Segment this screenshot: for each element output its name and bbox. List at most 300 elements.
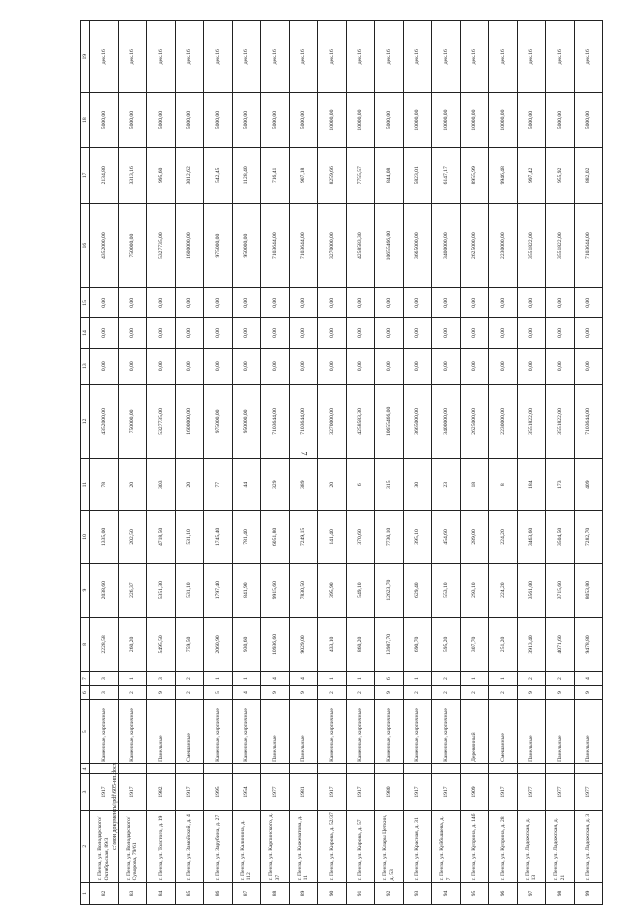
regional-cost-cell: 2625000,00 (460, 203, 489, 287)
wall-material-cell: Смешанные (489, 700, 518, 764)
table-row (574, 21, 603, 905)
residents-cell: 44 (232, 459, 261, 511)
wall-material-cell: Каменные, кирпичные (118, 700, 147, 764)
entrances-cell: 4 (261, 672, 290, 686)
regional-cost-cell: 3551822,00 (517, 203, 546, 287)
year-built-cell: 1977 (261, 774, 290, 810)
fund-cost-cell: 0,00 (261, 348, 290, 384)
table-row (489, 21, 518, 905)
budget-cost-cell: 0,00 (574, 318, 603, 348)
regional-cost-cell: 4258583,30 (346, 203, 375, 287)
row-number-cell: 93 (403, 882, 432, 904)
table-row (147, 21, 176, 905)
row-number-cell: 82 (90, 882, 119, 904)
column-header: 14 (81, 318, 90, 348)
regional-cost-cell: 10655466,00 (375, 203, 404, 287)
col-4-cell (118, 764, 147, 774)
budget-cost-cell: 0,00 (318, 318, 347, 348)
floors-cell: 2 (460, 686, 489, 700)
floors-cell: 2 (489, 686, 518, 700)
total-area-cell: 260,20 (118, 617, 147, 671)
table-row (375, 21, 404, 905)
regional-cost-cell: 5327735,00 (147, 203, 176, 287)
regional-cost-cell: 7103644,00 (574, 203, 603, 287)
owners-cost-cell: 0,00 (403, 288, 432, 318)
limit-per-m2-cell: 5000,00 (175, 93, 204, 147)
floors-cell: 2 (175, 686, 204, 700)
total-cost-cell: 7103644,00 (289, 384, 318, 458)
residents-cell: 303 (147, 459, 176, 511)
budget-cost-cell: 0,00 (175, 318, 204, 348)
fund-cost-cell: 0,00 (346, 348, 375, 384)
table-body (90, 21, 603, 905)
cost-per-m2-cell: 6147,17 (432, 147, 461, 203)
living-area-cell: 3561,00 (517, 563, 546, 617)
total-area-cell: 759,50 (175, 617, 204, 671)
column-header: 13 (81, 348, 90, 384)
cost-per-m2-cell: 3313,16 (118, 147, 147, 203)
floors-cell: 9 (289, 686, 318, 700)
budget-cost-cell: 0,00 (460, 318, 489, 348)
floors-cell: 9 (261, 686, 290, 700)
fund-cost-cell: 0,00 (90, 348, 119, 384)
private-area-cell: 1335,00 (90, 511, 119, 563)
total-area-cell: 690,70 (403, 617, 432, 671)
table-row (460, 21, 489, 905)
private-area-cell: 7249,15 (289, 511, 318, 563)
year-built-cell: 1995 (204, 774, 233, 810)
budget-cost-cell: 0,00 (546, 318, 575, 348)
col-4-cell (261, 764, 290, 774)
fund-cost-cell: 0,00 (460, 348, 489, 384)
budget-cost-cell: 0,00 (403, 318, 432, 348)
living-area-cell: 531,10 (175, 563, 204, 617)
regional-cost-cell: 975000,00 (204, 203, 233, 287)
total-area-cell: 3913,40 (517, 617, 546, 671)
budget-cost-cell: 0,00 (346, 318, 375, 348)
wall-material-cell: Каменные, кирпичные (90, 700, 119, 764)
wall-material-cell: Каменные, кирпичные (204, 700, 233, 764)
total-cost-cell: 7103644,00 (261, 384, 290, 458)
limit-per-m2-cell: 5000,00 (517, 93, 546, 147)
column-header: 3 (81, 774, 90, 810)
regional-cost-cell: 1600000,00 (175, 203, 204, 287)
floors-cell: 9 (147, 686, 176, 700)
fund-cost-cell: 0,00 (375, 348, 404, 384)
address-cell: г. Пенза, ул. Красная, д. 31 (403, 810, 432, 882)
cost-per-m2-cell: 7755,57 (346, 147, 375, 203)
col-4-cell (489, 764, 518, 774)
column-header: 16 (81, 203, 90, 287)
private-area-cell: 202,50 (118, 511, 147, 563)
regional-cost-cell: 7103644,00 (261, 203, 290, 287)
living-area-cell: 12623,70 (375, 563, 404, 617)
regional-cost-cell: 7103644,00 (289, 203, 318, 287)
total-area-cell: 5495,50 (147, 617, 176, 671)
private-area-cell: 4718,50 (147, 511, 176, 563)
living-area-cell: 9915,60 (261, 563, 290, 617)
col-4-cell (403, 764, 432, 774)
col-4-cell (517, 764, 546, 774)
living-area-cell: 2038,60 (90, 563, 119, 617)
regional-cost-cell: 2230000,00 (489, 203, 518, 287)
entrances-cell: 2 (546, 672, 575, 686)
residents-cell: 78 (90, 459, 119, 511)
owners-cost-cell: 0,00 (204, 288, 233, 318)
table-row (204, 21, 233, 905)
address-cell: г. Пенза, ул. Кирова, д. 57 (346, 810, 375, 882)
address-cell: г. Пенза, ул. Толстого, д. 19 (147, 810, 176, 882)
private-area-cell: 395,10 (403, 511, 432, 563)
wall-material-cell: Панельные (147, 700, 176, 764)
regional-cost-cell: 3551822,00 (546, 203, 575, 287)
limit-per-m2-cell: 5000,00 (574, 93, 603, 147)
col-4-cell (346, 764, 375, 774)
column-header: 5 (81, 700, 90, 764)
column-header: 12 (81, 384, 90, 458)
col-4-cell (204, 764, 233, 774)
col-4-cell (460, 764, 489, 774)
owners-cost-cell: 0,00 (375, 288, 404, 318)
fund-cost-cell: 0,00 (147, 348, 176, 384)
limit-per-m2-cell: 10000,00 (346, 93, 375, 147)
year-built-cell: 1917 (403, 774, 432, 810)
living-area-cell: 7830,50 (289, 563, 318, 617)
residents-cell: 8 (489, 459, 518, 511)
year-built-cell: 1917 (318, 774, 347, 810)
total-area-cell: 251,20 (489, 617, 518, 671)
deadline-cell: дек.16 (574, 21, 603, 93)
regional-cost-cell: 950000,00 (232, 203, 261, 287)
address-cell: г. Пенза, ул. Кирова, д. 52/37 (318, 810, 347, 882)
entrances-cell: 3 (147, 672, 176, 686)
column-header: 15 (81, 288, 90, 318)
total-cost-cell: 975000,00 (204, 384, 233, 458)
column-header: 4 (81, 764, 90, 774)
living-area-cell: 1797,40 (204, 563, 233, 617)
row-number-cell: 85 (175, 882, 204, 904)
address-cell: г. Пенза, ул. Зарубина, д. 27 (204, 810, 233, 882)
row-number-cell: 87 (232, 882, 261, 904)
table-row (546, 21, 575, 905)
total-area-cell: 9478,80 (574, 617, 603, 671)
entrances-cell: 1 (460, 672, 489, 686)
wall-material-cell: Деревянный (460, 700, 489, 764)
deadline-cell: дек.16 (118, 21, 147, 93)
floors-cell: 9 (375, 686, 404, 700)
year-built-cell: 1980 (375, 774, 404, 810)
deadline-cell: дек.16 (261, 21, 290, 93)
fund-cost-cell: 0,00 (546, 348, 575, 384)
budget-cost-cell: 0,00 (204, 318, 233, 348)
total-cost-cell: 3551822,00 (546, 384, 575, 458)
private-area-cell: 7282,70 (574, 511, 603, 563)
entrances-cell: 2 (432, 672, 461, 686)
budget-cost-cell: 0,00 (261, 318, 290, 348)
page-number: 7 (299, 451, 309, 456)
wall-material-cell: Каменные, кирпичные (375, 700, 404, 764)
col-4-cell (232, 764, 261, 774)
row-number-cell: 99 (574, 882, 603, 904)
deadline-cell: дек.16 (432, 21, 461, 93)
column-header: 11 (81, 459, 90, 511)
total-area-cell: 13987,70 (375, 617, 404, 671)
wall-material-cell: Панельные (261, 700, 290, 764)
living-area-cell: 8053,80 (574, 563, 603, 617)
cost-per-m2-cell: 997,42 (517, 147, 546, 203)
residents-cell: 315 (375, 459, 404, 511)
row-number-cell: 98 (546, 882, 575, 904)
entrances-cell: 6 (375, 672, 404, 686)
entrances-cell: 1 (318, 672, 347, 686)
floors-cell: 2 (432, 686, 461, 700)
wall-material-cell: Каменные, кирпичные (432, 700, 461, 764)
wall-material-cell: Панельные (574, 700, 603, 764)
residents-cell: 389 (289, 459, 318, 511)
floors-cell: 4 (232, 686, 261, 700)
regional-cost-cell: 3270000,00 (318, 203, 347, 287)
owners-cost-cell: 0,00 (232, 288, 261, 318)
entrances-cell: 2 (175, 672, 204, 686)
column-header: 1 (81, 882, 90, 904)
floors-cell: 9 (546, 686, 575, 700)
year-built-cell: 1917 (346, 774, 375, 810)
row-number-cell: 92 (375, 882, 404, 904)
fund-cost-cell: 0,00 (432, 348, 461, 384)
fund-cost-cell: 0,00 (289, 348, 318, 384)
wall-material-cell: Каменные, кирпичные (232, 700, 261, 764)
cost-per-m2-cell: 2134,80 (90, 147, 119, 203)
year-built-cell: 1977 (517, 774, 546, 810)
year-built-cell: 1981 (289, 774, 318, 810)
total-cost-cell: 3551822,00 (517, 384, 546, 458)
floors-cell: 3 (90, 686, 119, 700)
owners-cost-cell: 0,00 (147, 288, 176, 318)
address-cell: г. Пенза, ул. Кижеватова, д. 11 (289, 810, 318, 882)
total-cost-cell: 5327735,00 (147, 384, 176, 458)
deadline-cell: дек.16 (375, 21, 404, 93)
residents-cell: 329 (261, 459, 290, 511)
private-area-cell: 1745,40 (204, 511, 233, 563)
address-cell: г. Пенза, ул. Куприна, д. 28 (489, 810, 518, 882)
year-built-cell: 1954 (232, 774, 261, 810)
living-area-cell: 553,10 (432, 563, 461, 617)
owners-cost-cell: 0,00 (175, 288, 204, 318)
limit-per-m2-cell: 5000,00 (90, 93, 119, 147)
column-header: 8 (81, 617, 90, 671)
owners-cost-cell: 0,00 (118, 288, 147, 318)
budget-cost-cell: 0,00 (375, 318, 404, 348)
cost-per-m2-cell: 3012,62 (175, 147, 204, 203)
address-cell: г. Пенза, ул. Калинина, д. 112 (232, 810, 261, 882)
limit-per-m2-cell: 10000,00 (432, 93, 461, 147)
budget-cost-cell: 0,00 (147, 318, 176, 348)
regional-cost-cell: 3400000,00 (432, 203, 461, 287)
deadline-cell: дек.16 (546, 21, 575, 93)
entrances-cell: 1 (489, 672, 518, 686)
row-number-cell: 89 (289, 882, 318, 904)
residents-cell: 23 (432, 459, 461, 511)
cost-per-m2-cell: 716,41 (261, 147, 290, 203)
row-number-cell: 88 (261, 882, 290, 904)
limit-per-m2-cell: 5000,00 (375, 93, 404, 147)
column-header: 2 (81, 810, 90, 882)
owners-cost-cell: 0,00 (90, 288, 119, 318)
col-4-cell (289, 764, 318, 774)
year-built-cell: 1917 (432, 774, 461, 810)
year-built-cell: 1917 (175, 774, 204, 810)
deadline-cell: дек.16 (204, 21, 233, 93)
fund-cost-cell: 0,00 (574, 348, 603, 384)
address-cell: г. Пенза, ул. Ладожская, д. 3 (574, 810, 603, 882)
cost-per-m2-cell: 8955,99 (460, 147, 489, 203)
deadline-cell: дек.16 (489, 21, 518, 93)
owners-cost-cell: 0,00 (574, 288, 603, 318)
total-area-cell: 595,20 (432, 617, 461, 671)
total-cost-cell: 4352000,00 (90, 384, 119, 458)
total-cost-cell: 4258583,30 (346, 384, 375, 458)
total-cost-cell: 3400000,00 (432, 384, 461, 458)
private-area-cell: 6051,80 (261, 511, 290, 563)
col-4-cell (574, 764, 603, 774)
wall-material-cell: Каменные, кирпичные (403, 700, 432, 764)
living-area-cell: 293,10 (460, 563, 489, 617)
total-area-cell: 307,70 (460, 617, 489, 671)
limit-per-m2-cell: 5000,00 (261, 93, 290, 147)
residents-cell: 6 (346, 459, 375, 511)
deadline-cell: дек.16 (175, 21, 204, 93)
deadline-cell: дек.16 (346, 21, 375, 93)
address-cell: г. Пенза, ул. Куприна, д. 14б (460, 810, 489, 882)
wall-material-cell: Панельные (546, 700, 575, 764)
table-row (232, 21, 261, 905)
floors-cell: 9 (574, 686, 603, 700)
column-header: 9 (81, 563, 90, 617)
cost-per-m2-cell: 542,45 (204, 147, 233, 203)
cost-per-m2-cell: 995,60 (147, 147, 176, 203)
floors-cell: 5 (204, 686, 233, 700)
living-area-cell: 3715,60 (546, 563, 575, 617)
row-number-cell: 90 (318, 882, 347, 904)
limit-per-m2-cell: 5000,00 (204, 93, 233, 147)
total-cost-cell: 3270000,00 (318, 384, 347, 458)
deadline-cell: дек.16 (517, 21, 546, 93)
entrances-cell: 2 (517, 672, 546, 686)
living-area-cell: 841,90 (232, 563, 261, 617)
row-number-cell: 96 (489, 882, 518, 904)
col-4-cell (432, 764, 461, 774)
entrances-cell: 4 (289, 672, 318, 686)
column-header: 17 (81, 147, 90, 203)
budget-cost-cell: 0,00 (517, 318, 546, 348)
fund-cost-cell: 0,00 (118, 348, 147, 384)
cost-per-m2-cell: 1128,40 (232, 147, 261, 203)
regional-cost-cell: 4352000,00 (90, 203, 119, 287)
regional-cost-cell: 750000,00 (118, 203, 147, 287)
deadline-cell: дек.16 (403, 21, 432, 93)
budget-cost-cell: 0,00 (432, 318, 461, 348)
private-area-cell: 3463,60 (517, 511, 546, 563)
entrances-cell: 1 (346, 672, 375, 686)
residents-cell: 173 (546, 459, 575, 511)
limit-per-m2-cell: 10000,00 (403, 93, 432, 147)
total-area-cell: 860,20 (346, 617, 375, 671)
fund-cost-cell: 0,00 (318, 348, 347, 384)
limit-per-m2-cell: 10000,00 (489, 93, 518, 147)
private-area-cell: 224,20 (489, 511, 518, 563)
budget-cost-cell: 0,00 (289, 318, 318, 348)
column-header-row (81, 21, 90, 905)
budget-cost-cell: 0,00 (90, 318, 119, 348)
address-cell: г. Пенза, ул. Ладожская, д. 13 (517, 810, 546, 882)
total-area-cell: 433,10 (318, 617, 347, 671)
total-area-cell: 2060,90 (204, 617, 233, 671)
living-area-cell: 629,40 (403, 563, 432, 617)
regional-cost-cell: 3665000,00 (403, 203, 432, 287)
residents-cell: 184 (517, 459, 546, 511)
wall-material-cell: Панельные (289, 700, 318, 764)
owners-cost-cell: 0,00 (546, 288, 575, 318)
fund-cost-cell: 0,00 (517, 348, 546, 384)
private-area-cell: 370,60 (346, 511, 375, 563)
table-row (432, 21, 461, 905)
total-area-cell: 930,60 (232, 617, 261, 671)
fund-cost-cell: 0,00 (489, 348, 518, 384)
col-4-cell (375, 764, 404, 774)
floors-cell: 2 (346, 686, 375, 700)
cost-per-m2-cell: 844,08 (375, 147, 404, 203)
table-row (318, 21, 347, 905)
table-row (346, 21, 375, 905)
deadline-cell: дек.16 (90, 21, 119, 93)
limit-per-m2-cell: 10000,00 (460, 93, 489, 147)
living-area-cell: 549,10 (346, 563, 375, 617)
table-row (118, 21, 147, 905)
year-built-cell: 1977 (574, 774, 603, 810)
address-cell: г. Пенза, ул. Замойской, д. 4 (175, 810, 204, 882)
address-cell: г. Пенза, ул. Куйбышева, д. 7 (432, 810, 461, 882)
owners-cost-cell: 0,00 (460, 288, 489, 318)
private-area-cell: 3504,50 (546, 511, 575, 563)
row-number-cell: 86 (204, 882, 233, 904)
column-header: 18 (81, 93, 90, 147)
entrances-cell: 3 (90, 672, 119, 686)
address-cell: г. Пенза, ул. Володарского/ Октябрьская, 89/3 (90, 810, 119, 882)
fund-cost-cell: 0,00 (232, 348, 261, 384)
column-header: 6 (81, 686, 90, 700)
total-area-cell: 9029,00 (289, 617, 318, 671)
row-number-cell: 91 (346, 882, 375, 904)
private-area-cell: 781,40 (232, 511, 261, 563)
entrances-cell: 1 (118, 672, 147, 686)
residents-cell: 77 (204, 459, 233, 511)
entrances-cell: 1 (204, 672, 233, 686)
total-cost-cell: 950000,00 (232, 384, 261, 458)
deadline-cell: дек.16 (460, 21, 489, 93)
cost-per-m2-cell: 5823,01 (403, 147, 432, 203)
cost-per-m2-cell: 955,92 (546, 147, 575, 203)
address-cell: г. Пенза, ул. Ладожская, д. 21 (546, 810, 575, 882)
total-cost-cell: 2625000,00 (460, 384, 489, 458)
private-area-cell: 141,40 (318, 511, 347, 563)
deadline-cell: дек.16 (147, 21, 176, 93)
total-area-cell: 4071,60 (546, 617, 575, 671)
wall-material-cell: Смешанные (175, 700, 204, 764)
living-area-cell: 226,37 (118, 563, 147, 617)
total-cost-cell: 1600000,00 (175, 384, 204, 458)
cost-per-m2-cell: 8259,66 (318, 147, 347, 203)
year-built-cell: 1917 (118, 774, 147, 810)
